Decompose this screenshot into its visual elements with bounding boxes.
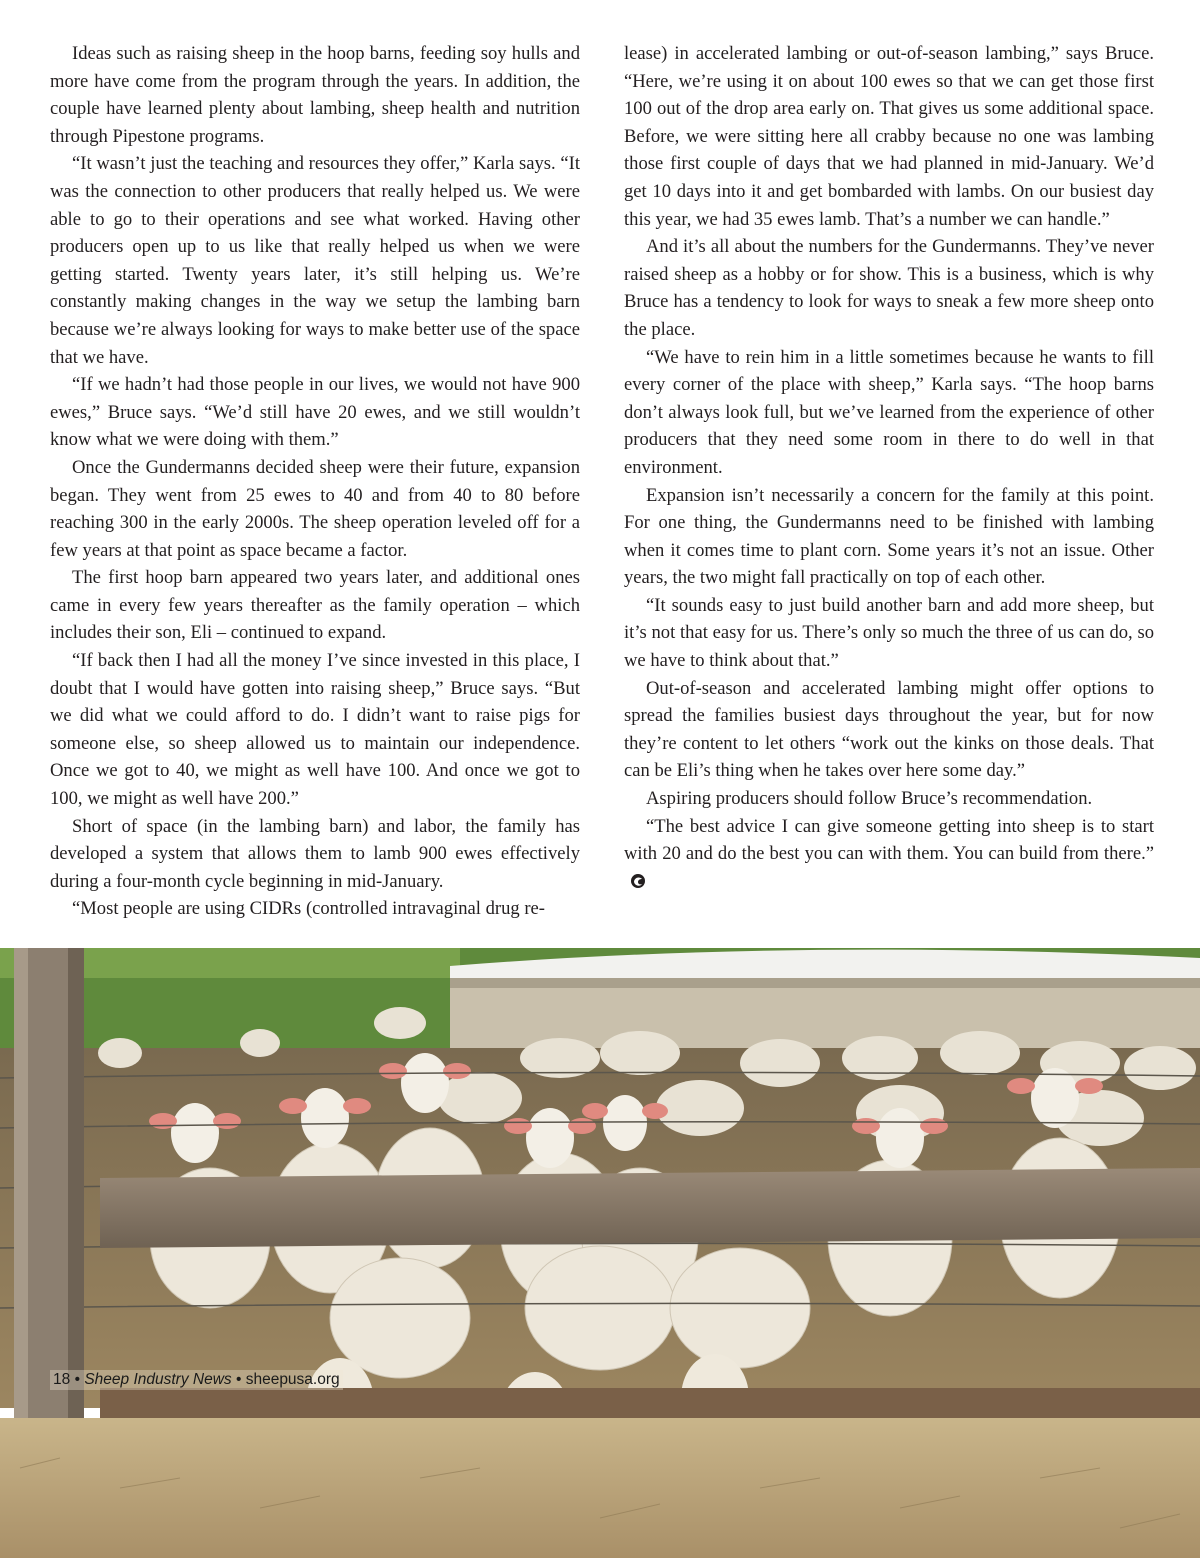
sheep-logo-icon [630, 873, 646, 889]
publication-name: Sheep Industry News [84, 1371, 232, 1388]
paragraph: lease) in accelerated lambing or out-of-season lambing,” says Bruce. “Here, we’re using it on about 100 ewes so that we can get those first 100 out of the drop area early on. That gives us some additional space. Before, we were sitting here all crabby because no one was lambing those first couple of days that we had planned in mid-January. We’d get 10 days into it and get bombarded with lambs. On our busiest day this year, we had 35 ewes lamb. That’s a number we can handle.” [624, 43, 1154, 230]
paragraph: “It wasn’t just the teaching and resources they offer,” Karla says. “It was the connection to other producers that really helped us. We were able to go to their operations and see what worked. Having other producers open up to us like that really helped us when we were getting started. Twenty years later, it’s still helping us. We’re constantly making changes in the way we setup the lambing barn because we’re always looking for ways to make better use of the space that we have. [50, 153, 580, 368]
footer-separator: • [235, 1371, 242, 1388]
paragraph: The first hoop barn appeared two years later, and additional ones came in every few years thereafter as the family operation – which includes their son, Eli – continued to expand. [50, 567, 580, 644]
website-link[interactable]: sheepusa.org [245, 1371, 340, 1388]
sheep-photo [0, 948, 1200, 1558]
article-body [50, 40, 1154, 940]
paragraph: “If we hadn’t had those people in our lives, we would not have 900 ewes,” Bruce says. “We’d still have 20 ewes, and we still wouldn’t know what we were doing with them.” [50, 374, 580, 451]
paragraph: Aspiring producers should follow Bruce’s recommendation. [646, 788, 1093, 810]
paragraph: “If back then I had all the money I’ve since invested in this place, I doubt that I would have gotten into raising sheep,” Bruce says. “But we did what we could afford to do. I didn’t want to raise pigs for someone else, so sheep allowed us to maintain our independence. Once we got to 40, we might as well have 100. And once we got to 100, we might as well have 200.” [50, 650, 580, 810]
paragraph: “Most people are using CIDRs (controlled intravaginal drug re- [72, 898, 545, 920]
paragraph: Expansion isn’t necessarily a concern for the family at this point. For one thing, the Gundermanns need to be finished with lambing when it comes time to plant corn. Some years it’s not an issue. Other years, the two might fall practically on top of each other. [624, 484, 1154, 589]
last-paragraph [624, 813, 1154, 896]
page-footer [50, 1370, 343, 1390]
paragraph: Short of space (in the lambing barn) and labor, the family has developed a system that allows them to lamb 900 ewes effectively during a four-month cycle beginning in mid-January. [50, 815, 580, 892]
left-column [50, 40, 580, 940]
last-paragraph-text: “The best advice I can give someone getting into sheep is to start with 20 and do the best you can with them. You can build from there.” [624, 815, 1154, 865]
sheep-pen-photo-illustration [0, 948, 1200, 1558]
paragraph: Once the Gundermanns decided sheep were their future, expansion began. They went from 25 ewes to 40 and from 40 to 80 before reaching 300 in the early 2000s. The sheep operation leveled off for a few years at that point as space became a factor. [50, 456, 580, 561]
right-column [624, 40, 1154, 940]
footer-separator: • [74, 1371, 80, 1388]
page-number: 18 [53, 1371, 71, 1388]
paragraph: “It sounds easy to just build another barn and add more sheep, but it’s not that easy for us. There’s only so much the three of us can do, so we have to think about that.” [624, 594, 1154, 672]
paragraph: And it’s all about the numbers for the Gundermanns. They’ve never raised sheep as a hobby or for show. This is a business, which is why Bruce has a tendency to look for ways to sneak a few more sheep onto the place. [624, 236, 1154, 340]
paragraph: Out-of-season and accelerated lambing might offer options to spread the families busiest days throughout the year, but for now they’re content to let others “work out the kinks on those deals. That can be Eli’s thing when he takes over here some day.” [624, 677, 1154, 782]
paragraph: “We have to rein him in a little sometimes because he wants to fill every corner of the place with sheep,” Karla says. “The hoop barns don’t always look full, but we’ve learned from the experience of other producers that they need some room in there to do well in that environment. [624, 346, 1154, 478]
paragraph: Ideas such as raising sheep in the hoop barns, feeding soy hulls and more have come from the program through the years. In addition, the couple have learned plenty about lambing, sheep health and nutrition through Pipestone programs. [50, 43, 580, 147]
